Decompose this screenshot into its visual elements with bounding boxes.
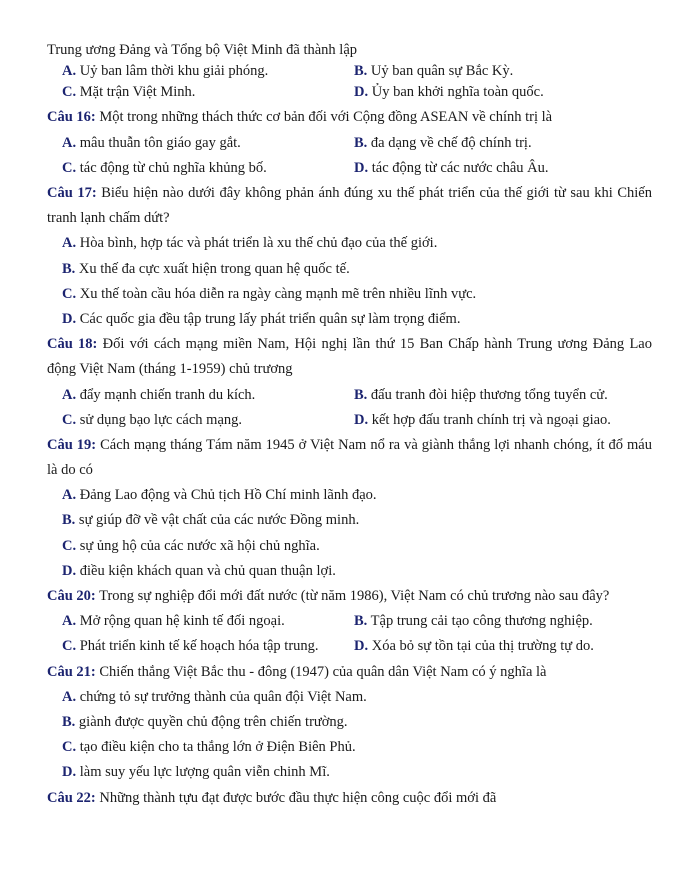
q16-option-a: A. mâu thuẫn tôn giáo gay gắt. xyxy=(62,134,241,151)
question-18: Câu 18: Đối với cách mạng miền Nam, Hội nghị lần thứ 15 Ban Chấp hành Trung ương Đảng Lao động Việt Nam (tháng 1-1959) chủ trương xyxy=(47,336,652,378)
q18-option-a: A. đẩy mạnh chiến tranh du kích. xyxy=(62,386,256,403)
q21-option-b: B. giành được quyền chủ động trên chiến trường. xyxy=(62,713,348,730)
q20-options-row-1 xyxy=(47,609,652,634)
q18-option-c: C. sử dụng bạo lực cách mạng. xyxy=(62,411,243,428)
q21-option-d: D. làm suy yếu lực lượng quân viễn chinh Mĩ. xyxy=(62,764,330,781)
q15-option-c: C. Mặt trận Việt Minh. xyxy=(62,84,196,101)
q16-option-b: B. đa dạng về chế độ chính trị. xyxy=(354,134,532,151)
q15-options-row-1 xyxy=(47,63,652,80)
q17-option-a: A. Hòa bình, hợp tác và phát triển là xu thế chủ đạo của thế giới. xyxy=(62,235,438,252)
q17-option-b: B. Xu thế đa cực xuất hiện trong quan hệ quốc tế. xyxy=(62,260,350,277)
q20-option-d: D. Xóa bỏ sự tồn tại của thị trường tự do. xyxy=(354,638,594,655)
q16-option-d: D. tác động từ các nước châu Âu. xyxy=(354,159,549,176)
question-16: Câu 16: Một trong những thách thức cơ bản đối với Cộng đồng ASEAN về chính trị là xyxy=(47,109,553,126)
q15-option-b: B. Uỷ ban quân sự Bắc Kỳ. xyxy=(354,63,514,80)
exam-page xyxy=(47,38,652,811)
q16-options-row-1 xyxy=(47,131,652,156)
question-20: Câu 20: Trong sự nghiệp đổi mới đất nước (từ năm 1986), Việt Nam có chủ trương nào sau đây? xyxy=(47,588,610,605)
q20-option-c: C. Phát triển kinh tế kế hoạch hóa tập trung. xyxy=(62,638,319,655)
q19-option-a: A. Đảng Lao động và Chủ tịch Hồ Chí minh lãnh đạo. xyxy=(62,487,377,504)
q20-options-row-2 xyxy=(47,634,652,659)
q19-option-d: D. điều kiện khách quan và chủ quan thuận lợi. xyxy=(62,562,336,579)
q15-options-row-2 xyxy=(47,80,652,105)
question-19: Câu 19: Cách mạng tháng Tám năm 1945 ở Việt Nam nổ ra và giành thắng lợi nhanh chóng, ít đổ máu là do có xyxy=(47,436,652,479)
q20-option-a: A. Mở rộng quan hệ kinh tế đối ngoại. xyxy=(62,613,285,630)
q21-option-a: A. chứng tỏ sự trưởng thành của quân đội Việt Nam. xyxy=(62,688,367,705)
q18-option-d: D. kết hợp đấu tranh chính trị và ngoại giao. xyxy=(354,411,611,428)
q17-option-d: D. Các quốc gia đều tập trung lấy phát triển quân sự làm trọng điểm. xyxy=(62,310,461,327)
q15-option-d: D. Ủy ban khởi nghĩa toàn quốc. xyxy=(354,84,544,101)
q20-option-b: B. Tập trung cải tạo công thương nghiệp. xyxy=(354,613,593,630)
q18-option-b: B. đấu tranh đòi hiệp thương tổng tuyển cử. xyxy=(354,386,608,403)
q19-option-c: C. sự ủng hộ của các nước xã hội chủ nghĩa. xyxy=(62,537,320,554)
q18-options-row-1 xyxy=(47,383,652,408)
q16-options-row-2 xyxy=(47,156,652,181)
q15-option-a: A. Uỷ ban lâm thời khu giải phóng. xyxy=(62,63,269,80)
q19-option-b: B. sự giúp đỡ về vật chất của các nước Đồng minh. xyxy=(62,512,360,529)
q17-option-c: C. Xu thế toàn cầu hóa diễn ra ngày càng mạnh mẽ trên nhiều lĩnh vực. xyxy=(62,285,477,302)
question-15-stem-end: Trung ương Đảng và Tổng bộ Việt Minh đã thành lập xyxy=(47,42,358,58)
q21-option-c: C. tạo điều kiện cho ta thắng lớn ở Điện Biên Phủ. xyxy=(62,739,356,756)
question-17: Câu 17: Biểu hiện nào dưới đây không phản ánh đúng xu thế phát triển của thế giới từ sau khi Chiến tranh lạnh chấm dứt? xyxy=(47,184,652,227)
q16-option-c: C. tác động từ chủ nghĩa khủng bố. xyxy=(62,159,267,176)
q18-options-row-2 xyxy=(47,408,652,433)
question-21: Câu 21: Chiến thắng Việt Bắc thu - đông (1947) của quân dân Việt Nam có ý nghĩa là xyxy=(47,663,547,680)
question-22: Câu 22: Những thành tựu đạt được bước đầu thực hiện công cuộc đổi mới đã xyxy=(47,789,497,806)
